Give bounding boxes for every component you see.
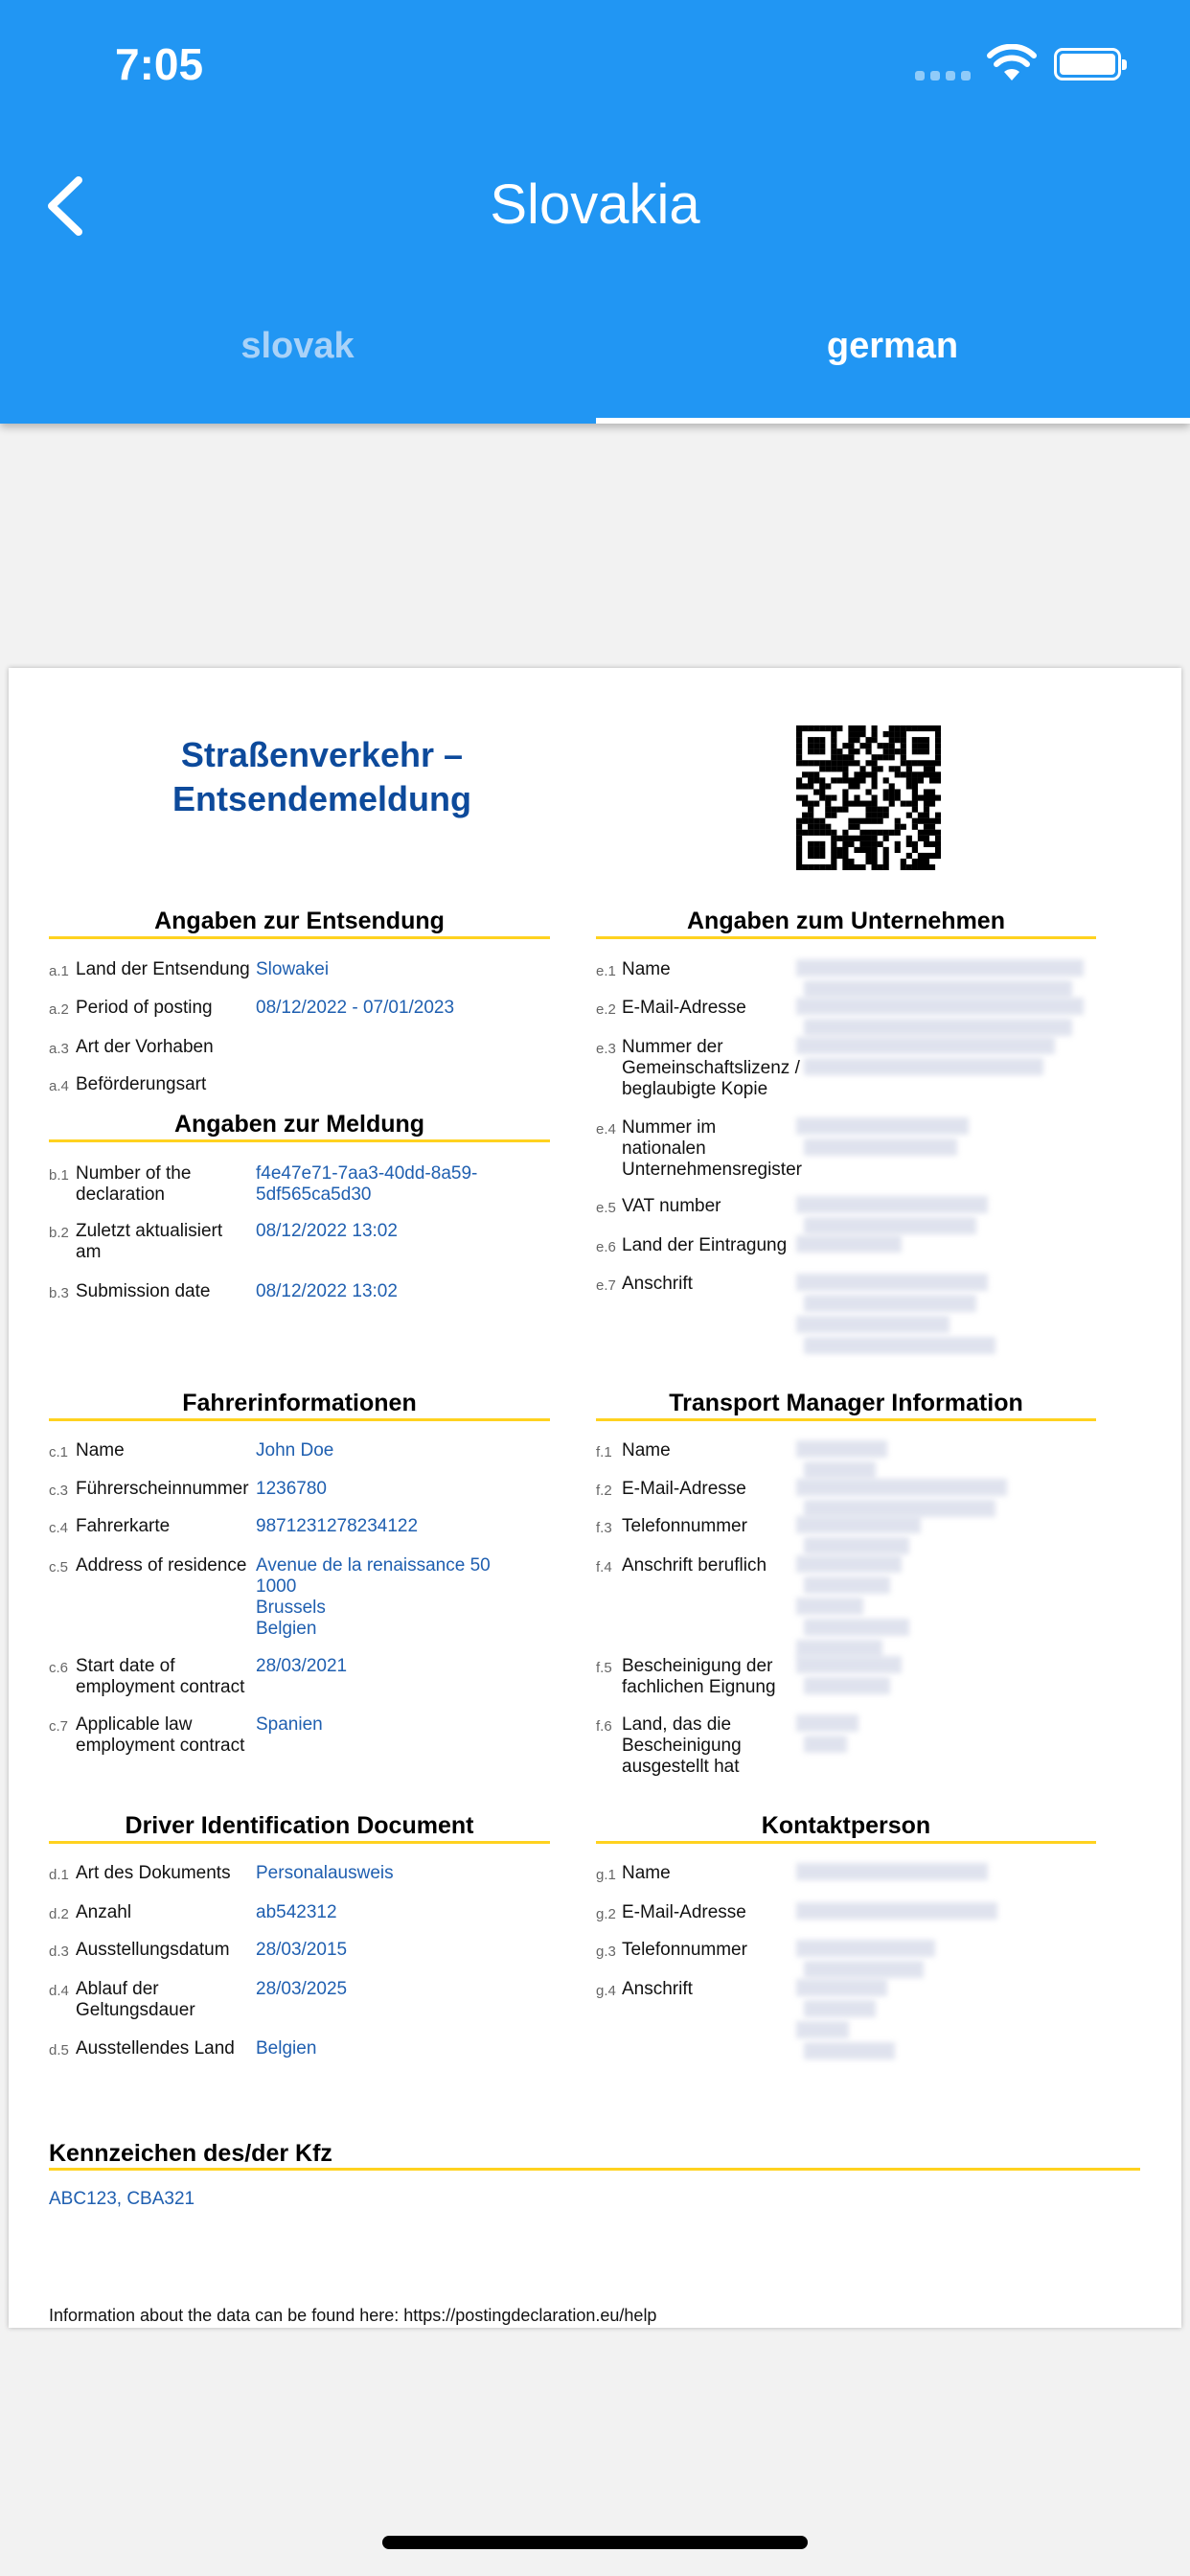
qr-code	[796, 725, 941, 870]
field-code: a.3	[49, 1041, 69, 1057]
section-heading: Transport Manager Information	[596, 1390, 1096, 1421]
redacted-value	[796, 1940, 935, 1957]
redacted-value	[804, 1058, 1043, 1075]
field-value: 1236780	[256, 1479, 327, 1499]
field-value: Avenue de la renaissance 50 1000 Brussels Belgien	[256, 1555, 491, 1639]
field-value: John Doe	[256, 1440, 334, 1460]
redacted-value	[796, 1316, 950, 1333]
field-label: Ausstellungsdatum	[76, 1940, 230, 1960]
field-code: f.2	[596, 1483, 612, 1499]
field-code: f.6	[596, 1718, 612, 1735]
field-code: c.6	[49, 1660, 69, 1676]
section-heading: Angaben zur Entsendung	[49, 908, 550, 939]
field-value: 9871231278234122	[256, 1516, 419, 1536]
field-code: d.1	[49, 1867, 69, 1883]
field-label: Beförderungsart	[76, 1074, 207, 1094]
field-label: Ablauf der Geltungsdauer	[76, 1979, 195, 2020]
field-label: Bescheinigung der fachlichen Eignung	[622, 1656, 776, 1697]
field-value: ab542312	[256, 1902, 337, 1922]
field-label: E-Mail-Adresse	[622, 998, 746, 1018]
field-value: f4e47e71-7aa3-40dd-8a59- 5df565ca5d30	[256, 1163, 478, 1205]
section-heading: Angaben zur Meldung	[49, 1111, 550, 1142]
field-label: Applicable law employment contract	[76, 1714, 245, 1756]
field-label: Anschrift	[622, 1979, 693, 1999]
redacted-value	[804, 1337, 995, 1354]
redacted-value	[804, 2000, 876, 2017]
field-value: 28/03/2021	[256, 1656, 348, 1676]
redacted-value	[796, 1656, 902, 1673]
field-code: d.4	[49, 1983, 69, 1999]
field-label: Art des Dokuments	[76, 1863, 231, 1883]
redacted-value	[796, 998, 1084, 1015]
field-code: b.3	[49, 1285, 69, 1301]
field-label: Number of the declaration	[76, 1163, 192, 1205]
redacted-value	[796, 1640, 882, 1657]
field-label: Nummer im nationalen Unternehmensregister	[622, 1117, 802, 1180]
status-time: 7:05	[115, 39, 204, 89]
redacted-value	[804, 1500, 995, 1517]
footer-info: Information about the data can be found here: https://postingdeclaration.eu/help	[49, 2306, 657, 2325]
field-label: Anzahl	[76, 1902, 132, 1922]
redacted-value	[796, 1037, 1055, 1054]
redacted-value	[796, 1274, 988, 1291]
document-title: Straßenverkehr – Entsendemeldung	[172, 735, 472, 818]
field-code: d.2	[49, 1906, 69, 1922]
redacted-value	[796, 959, 1084, 977]
field-code: d.3	[49, 1944, 69, 1960]
field-label: Submission date	[76, 1281, 211, 1301]
field-value: Slowakei	[256, 959, 330, 979]
field-label: Nummer der Gemeinschaftslizenz / beglaubigte Kopie	[622, 1037, 800, 1099]
redacted-value	[804, 1019, 1072, 1036]
field-code: g.4	[596, 1983, 616, 1999]
redacted-value	[804, 1217, 976, 1234]
field-value: 08/12/2022 13:02	[256, 1281, 398, 1301]
field-code: c.7	[49, 1718, 69, 1735]
field-label: Telefonnummer	[622, 1516, 747, 1536]
redacted-value	[804, 1619, 909, 1636]
redacted-value	[796, 1714, 858, 1732]
field-code: e.4	[596, 1121, 616, 1138]
field-label: Land der Eintragung	[622, 1235, 788, 1255]
field-value: 28/03/2015	[256, 1940, 348, 1960]
field-label: Anschrift	[622, 1274, 693, 1294]
home-indicator	[382, 2536, 808, 2549]
field-label: Period of posting	[76, 998, 213, 1018]
field-code: a.1	[49, 963, 69, 979]
field-code: b.2	[49, 1225, 69, 1241]
redacted-value	[804, 1138, 957, 1156]
field-code: d.5	[49, 2042, 69, 2058]
field-label: Ausstellendes Land	[76, 2038, 235, 2058]
field-label: Anschrift beruflich	[622, 1555, 767, 1576]
field-label: Art der Vorhaben	[76, 1037, 214, 1057]
app-header	[0, 0, 1190, 424]
active-tab-indicator	[596, 418, 1190, 424]
redacted-value	[796, 1196, 988, 1213]
tab-german[interactable]: german	[826, 326, 959, 366]
field-code: c.3	[49, 1483, 69, 1499]
field-code: f.5	[596, 1660, 612, 1676]
field-value: Spanien	[256, 1714, 323, 1735]
tab-slovak[interactable]: slovak	[240, 326, 355, 366]
redacted-value	[796, 1117, 969, 1135]
redacted-value	[796, 1440, 887, 1458]
battery-icon	[1054, 48, 1121, 80]
field-code: e.1	[596, 963, 616, 979]
field-value: 28/03/2025	[256, 1979, 348, 1999]
wifi-icon	[987, 44, 1037, 82]
field-code: g.3	[596, 1944, 616, 1960]
field-label: Name	[622, 959, 671, 979]
redacted-value	[804, 1537, 909, 1554]
redacted-value	[804, 1295, 976, 1312]
field-label: Address of residence	[76, 1555, 247, 1576]
field-label: Zuletzt aktualisiert am	[76, 1221, 223, 1262]
redacted-value	[804, 980, 1072, 998]
redacted-value	[804, 1677, 890, 1694]
field-value: Belgien	[256, 2038, 317, 2058]
field-code: e.7	[596, 1277, 616, 1294]
field-code: c.5	[49, 1559, 69, 1576]
cellular-signal-icon	[915, 71, 971, 80]
redacted-value	[796, 1479, 1007, 1496]
field-code: f.3	[596, 1520, 612, 1536]
field-label: Name	[622, 1863, 671, 1883]
redacted-value	[804, 1576, 890, 1594]
field-value: 08/12/2022 - 07/01/2023	[256, 998, 455, 1018]
redacted-value	[804, 1461, 876, 1479]
field-label: E-Mail-Adresse	[622, 1902, 746, 1922]
redacted-value	[804, 2042, 895, 2059]
redacted-value	[796, 1598, 863, 1615]
redacted-value	[796, 2021, 849, 2038]
redacted-value	[796, 1555, 902, 1573]
section-heading: Driver Identification Document	[49, 1812, 550, 1844]
field-code: a.4	[49, 1078, 69, 1094]
field-label: E-Mail-Adresse	[622, 1479, 746, 1499]
redacted-value	[796, 1516, 921, 1533]
redacted-value	[796, 1902, 997, 1920]
field-label: Führerscheinnummer	[76, 1479, 249, 1499]
field-value: 08/12/2022 13:02	[256, 1221, 398, 1241]
field-code: g.1	[596, 1867, 616, 1883]
field-code: e.2	[596, 1001, 616, 1018]
field-label: Start date of employment contract	[76, 1656, 245, 1697]
field-code: a.2	[49, 1001, 69, 1018]
field-value: Personalausweis	[256, 1863, 394, 1883]
field-code: f.4	[596, 1559, 612, 1576]
field-label: Telefonnummer	[622, 1940, 747, 1960]
field-code: c.4	[49, 1520, 69, 1536]
field-code: e.6	[596, 1239, 616, 1255]
field-label: VAT number	[622, 1196, 721, 1216]
section-heading: Kontaktperson	[596, 1812, 1096, 1844]
redacted-value	[796, 1979, 887, 1996]
redacted-value	[796, 1235, 902, 1253]
section-heading: Fahrerinformationen	[49, 1390, 550, 1421]
plates-heading: Kennzeichen des/der Kfz	[49, 2139, 1140, 2171]
field-code: e.3	[596, 1041, 616, 1057]
field-code: b.1	[49, 1167, 69, 1184]
field-label: Land, das die Bescheinigung ausgestellt hat	[622, 1714, 742, 1777]
plates-value: ABC123, CBA321	[49, 2189, 195, 2209]
field-label: Name	[76, 1440, 125, 1460]
page-title: Slovakia	[490, 173, 700, 236]
field-label: Land der Entsendung	[76, 959, 250, 979]
field-code: c.1	[49, 1444, 69, 1460]
redacted-value	[804, 1961, 924, 1978]
field-label: Name	[622, 1440, 671, 1460]
field-label: Fahrerkarte	[76, 1516, 171, 1536]
redacted-value	[796, 1863, 988, 1880]
field-code: f.1	[596, 1444, 612, 1460]
section-heading: Angaben zum Unternehmen	[596, 908, 1096, 939]
field-code: e.5	[596, 1200, 616, 1216]
redacted-value	[804, 1736, 847, 1753]
field-code: g.2	[596, 1906, 616, 1922]
